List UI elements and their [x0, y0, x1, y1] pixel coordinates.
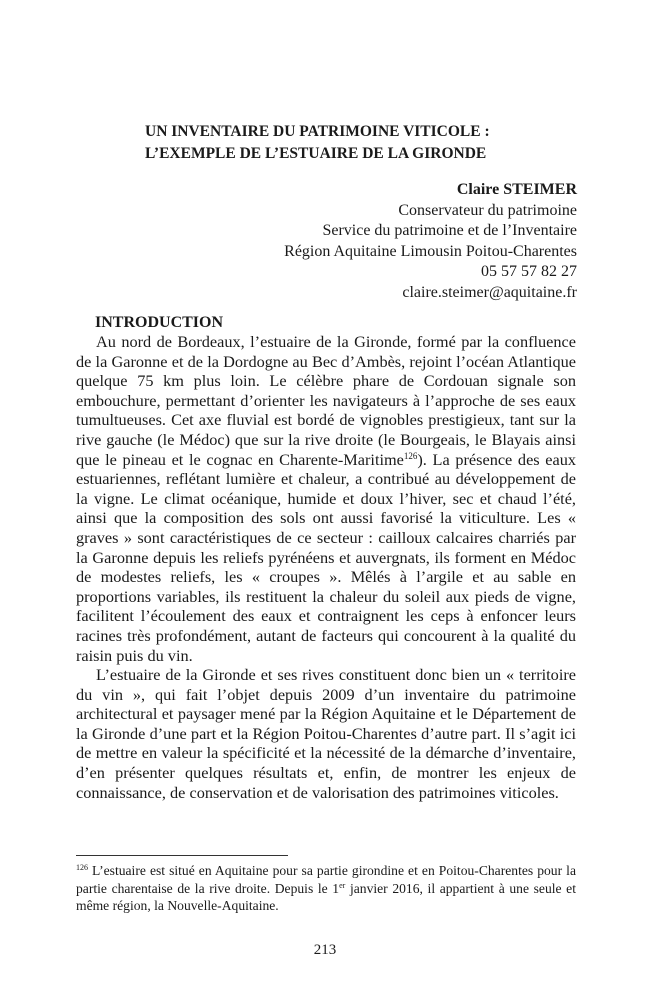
- footnote-text-a: L’estuaire est situé en Aquitaine pour sa partie girondine et en Poitou-Charentes pour la partie charentaise de la rive droite. Depuis le 1: [76, 863, 576, 896]
- paragraph-1-text-a: Au nord de Bordeaux, l’estuaire de la Gironde, formé par la confluence de la Garonne et de la Dordogne au Bec d’Ambès, rejoint l’océan Atlantique quelque 75 km plus loin. Le célèbre phare de Cordouan signale son embouchure, permettant d’orienter les navigateurs à l’approche de ses eaux tumultueuses. Cet axe fluvial est bordé de vignobles prestigieux, tant sur la rive gauche (le Médoc) que sur la rive droite (le Bourgeais, le Blayais ainsi que le pineau et le cognac en Charente-Maritime: [76, 332, 576, 469]
- author-phone: 05 57 57 82 27: [481, 263, 577, 280]
- paragraph-1: [76, 332, 576, 665]
- title-line-2: L’EXEMPLE DE L’ESTUAIRE DE LA GIRONDE: [145, 145, 487, 162]
- section-heading: INTRODUCTION: [95, 314, 224, 331]
- footnote-text-b: janvier 2016, il appartient à une seule et même région, la Nouvelle-Aquitaine.: [76, 880, 576, 913]
- footnote-number: 126: [76, 863, 88, 872]
- author-email: claire.steimer@aquitaine.fr: [402, 283, 577, 301]
- author-role: Conservateur du patrimoine: [398, 201, 577, 219]
- footnote-separator: [76, 855, 288, 856]
- footnote-ordinal-superscript: er: [339, 880, 346, 890]
- footnote: [76, 862, 576, 915]
- paragraph-1-text-b: ). La présence des eaux estuariennes, reflétant lumière et chaleur, a contribué au développement de la vigne. Le climat océanique, humide et doux l’hiver, sec et chaud l’été, ainsi que la composition des sols ont aussi favorisé la viticulture. Les « graves » sont caractéristiques de ce secteur : cailloux calcaires charriés par la Garonne depuis les reliefs pyrénéens et auvergnats, ils forment en Médoc de modestes reliefs, les « croupes ». Mêlés à l’argile et au sable en proportions variables, ils restituent la chaleur du soleil aux pieds de vigne, facilitent l’écoulement des eaux et contraignent les ceps à enfoncer leurs racines très profondément, autant de facteurs qui concourent à la qualité du raisin puis du vin.: [76, 449, 577, 665]
- author-region: Région Aquitaine Limousin Poitou-Charentes: [284, 242, 577, 260]
- paragraph-2: L’estuaire de la Gironde et ses rives constituent donc bien un « territoire du vin », qui fait l’objet depuis 2009 d’un inventaire du patrimoine architectural et paysager mené par la Région Aquitaine et le Département de la Gironde d’une part et la Région Poitou-Charentes d’autre part. Il s’agit ici de mettre en valeur la spécificité et la nécessité de la démarche d’inventaire, d’en présenter quelques résultats et, enfin, de montrer les enjeux de connaissance, de conservation et de valorisation des patrimoines viticoles.: [76, 665, 576, 802]
- author-service: Service du patrimoine et de l’Inventaire: [322, 222, 577, 239]
- author-block: [117, 180, 577, 303]
- footnote-reference: 126: [403, 450, 418, 461]
- title-line-1: UN INVENTAIRE DU PATRIMOINE VITICOLE :: [145, 123, 490, 140]
- author-name: Claire STEIMER: [456, 181, 577, 198]
- body-text: [76, 332, 576, 802]
- article-title: [145, 121, 565, 165]
- page-number: 213: [313, 942, 337, 958]
